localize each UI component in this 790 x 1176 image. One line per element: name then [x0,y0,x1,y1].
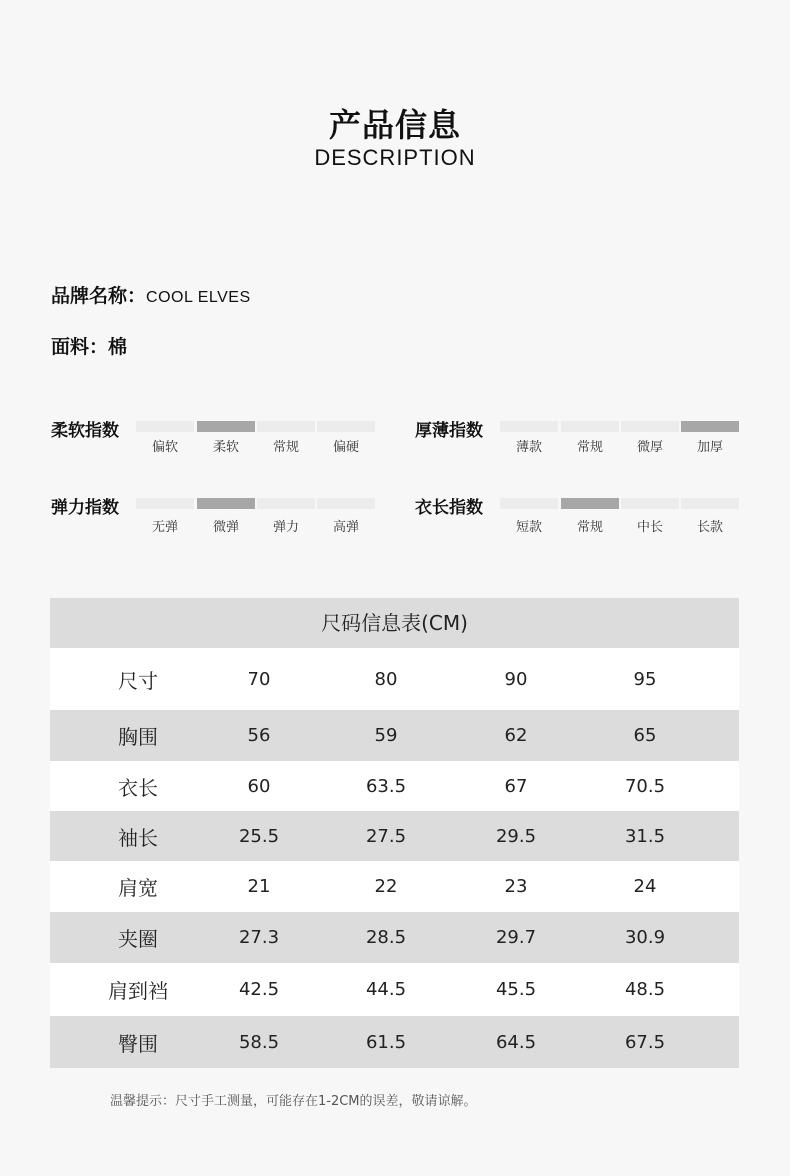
index-option: 中长 [636,520,663,535]
index-segment [136,498,194,509]
table-row-label: 袖长 [118,825,158,850]
index-segment [561,421,619,432]
table-cell: 90 [504,668,528,690]
index-option: 弹力 [272,520,299,535]
table-cell: 29.5 [495,825,537,847]
table-cell: 21 [247,876,271,897]
table-row [50,811,739,861]
index-segment [621,498,679,509]
table-cell: 31.5 [624,825,666,847]
measurement-note: 温馨提示：尺寸手工测量，可能存在1-2CM的误差，敬请谅解。 [110,1094,477,1109]
index-option: 短款 [515,520,542,535]
index-segment [317,498,375,509]
page-title-cn: 产品信息 [328,106,461,144]
size-table [50,598,739,1068]
brand-label: 品牌名称： [51,285,147,307]
table-row [50,1016,739,1068]
table-cell: 56 [247,725,271,746]
brand-row [51,281,251,308]
table-cell: 23 [504,876,528,897]
table-cell: 70.5 [624,775,666,797]
index-segment [621,421,679,432]
index-option: 微弹 [212,520,239,535]
page-title-en: DESCRIPTION [314,145,476,170]
table-cell: 44.5 [365,979,407,1000]
index-elasticity [51,493,381,533]
table-cell: 30.9 [624,927,666,948]
table-cell: 45.5 [495,979,537,1000]
table-cell: 27.5 [365,825,407,847]
index-segment [681,421,739,432]
index-segment [197,421,255,432]
index-segment [500,498,558,509]
index-softness [51,416,381,456]
index-option: 长款 [696,520,723,535]
index-label: 厚薄指数 [415,421,483,441]
table-row-label: 肩到裆 [108,979,168,1003]
index-option: 无弹 [151,520,178,535]
index-option: 偏软 [151,440,178,455]
table-row [50,861,739,912]
index-segment [500,421,558,432]
table-cell: 28.5 [365,927,407,948]
table-cell: 61.5 [365,1031,407,1053]
index-label: 柔软指数 [51,421,119,441]
table-cell: 22 [374,876,398,897]
table-row-label: 衣长 [118,775,158,800]
index-segment [257,421,315,432]
table-cell: 42.5 [238,979,280,1000]
table-row-label: 臀围 [118,1031,158,1056]
index-option: 薄款 [515,440,542,455]
table-cell: 67.5 [624,1031,666,1053]
index-option: 微厚 [636,440,663,455]
index-label: 弹力指数 [51,498,119,518]
index-option: 常规 [576,440,603,455]
index-segment [561,498,619,509]
index-option: 加厚 [696,440,723,455]
table-cell: 67 [504,775,528,797]
table-row-label: 肩宽 [118,876,158,900]
table-cell: 25.5 [238,825,280,847]
fabric-value: 棉 [108,336,128,358]
brand-value: COOL ELVES [146,289,251,306]
table-row [50,963,739,1016]
index-length [415,493,745,533]
table-cell: 59 [374,725,398,746]
index-option: 柔软 [212,440,239,455]
table-row-label: 尺寸 [118,668,158,693]
table-cell: 80 [374,668,398,690]
index-option: 常规 [272,440,299,455]
index-segment [136,421,194,432]
index-option: 常规 [576,520,603,535]
index-thickness [415,416,745,456]
table-cell: 29.7 [495,927,537,948]
table-row [50,648,739,710]
table-cell: 63.5 [365,775,407,797]
table-cell: 64.5 [495,1031,537,1053]
fabric-row [51,332,127,359]
table-cell: 58.5 [238,1031,280,1053]
table-row [50,761,739,811]
index-label: 衣长指数 [415,498,483,518]
index-segment [257,498,315,509]
table-cell: 48.5 [624,979,666,1000]
table-row-label: 夹圈 [118,927,158,951]
table-cell: 70 [247,668,271,690]
table-cell: 95 [633,668,657,690]
fabric-label: 面料： [51,336,109,358]
index-segment [317,421,375,432]
table-cell: 60 [247,775,271,797]
index-option: 偏硬 [332,440,359,455]
index-option: 高弹 [332,520,359,535]
table-cell: 24 [633,876,657,897]
table-cell: 65 [633,725,657,746]
size-table-title: 尺码信息表(CM) [50,598,739,648]
table-row [50,710,739,761]
table-cell: 62 [504,725,528,746]
index-segment [197,498,255,509]
table-row [50,912,739,963]
index-segment [681,498,739,509]
table-row-label: 胸围 [118,725,158,749]
table-cell: 27.3 [238,927,280,948]
